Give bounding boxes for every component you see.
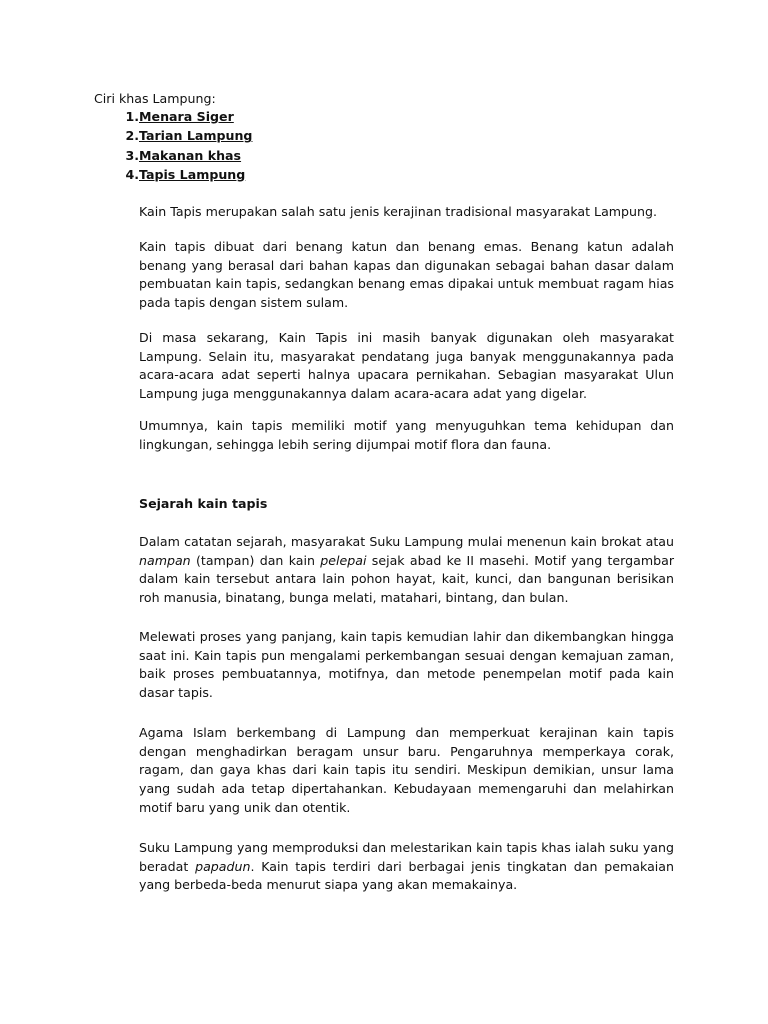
text-run: sejak abad ke II masehi. Motif yang tergambar dalam kain tersebut antara lain pohon hayat, kait, kunci, dan bangunan berisikan roh manusia, binatang, bunga melati, matahari, bintang, dan bulan. (139, 552, 675, 606)
list-item (94, 165, 246, 184)
paragraph-2 (139, 238, 674, 313)
list-number: 3. (125, 147, 139, 163)
paragraph-4 (139, 417, 674, 454)
paragraph-text: Kain tapis dibuat dari benang katun dan benang emas. Benang katun adalah benang yang berasal dari bahan kapas dan digunakan sebagai bahan dasar dalam pembuatan kain tapis, sedangkan benang emas dipakai untuk membuat ragam hias pada tapis dengan sistem sulam. (139, 239, 674, 311)
list-item (94, 107, 234, 126)
paragraph-text (139, 533, 674, 608)
text-run: . Kain tapis terdiri dari berbagai jenis tingkatan dan pemakaian yang berbeda-beda menurut siapa yang akan memakainya. (139, 858, 674, 893)
history-paragraph-4 (139, 839, 674, 895)
text-run: Suku Lampung yang memproduksi dan melestarikan kain tapis khas ialah suku yang beradat (139, 840, 674, 874)
text-run: Dalam catatan sejarah, masyarakat Suku Lampung mulai menenun kain brokat atau (139, 534, 674, 549)
list-item (94, 126, 253, 145)
italic-term: papadun (195, 858, 251, 874)
paragraph-text: Di masa sekarang, Kain Tapis ini masih banyak digunakan oleh masyarakat Lampung. Selain itu, masyarakat pendatang juga banyak menggunakannya pada acara-acara adat seperti halnya upacara pernikahan. Sebagian masyarakat Ulun Lampung juga menggunakannya dalam acara-acara adat yang digelar. (139, 330, 674, 402)
section-heading (139, 495, 674, 514)
history-paragraph-2 (139, 628, 674, 703)
list-number: 4. (125, 166, 139, 182)
text-run: (tampan) dan kain (190, 552, 321, 568)
list-item-label: Menara Siger (139, 109, 234, 124)
italic-term: nampan (139, 552, 191, 568)
list-number: 1. (125, 109, 139, 124)
ciri-khas-list (94, 107, 253, 184)
paragraph-text: Kain Tapis merupakan salah satu jenis kerajinan tradisional masyarakat Lampung. (139, 204, 658, 219)
paragraph-text: Agama Islam berkembang di Lampung dan memperkuat kerajinan kain tapis dengan menghadirkan beragam unsur baru. Pengaruhnya memperkaya corak, ragam, dan gaya khas dari kain tapis itu sendiri. Meskipun demikian, unsur lama yang sudah ada tetap dipertahankan. Kebudayaan memengaruhi dan melahirkan motif baru yang unik dan otentik. (139, 725, 674, 815)
italic-term: pelepai (320, 552, 367, 568)
list-number: 2. (125, 128, 139, 144)
section-title: Sejarah kain tapis (139, 496, 268, 511)
list-item (94, 146, 242, 165)
list-item-label: Makanan khas (139, 147, 242, 163)
history-paragraph-1 (139, 533, 674, 608)
paragraph-text: Melewati proses yang panjang, kain tapis kemudian lahir dan dikembangkan hingga saat ini. Kain tapis pun mengalami perkembangan sesuai dengan kemajuan zaman, baik proses pembuatannya, motifnya, dan metode penempelan motif pada kain dasar tapis. (139, 629, 674, 701)
intro-heading: Ciri khas Lampung: (94, 91, 216, 106)
paragraph-text: Umumnya, kain tapis memiliki motif yang menyuguhkan tema kehidupan dan lingkungan, sehingga lebih sering dijumpai motif flora dan fauna. (139, 418, 674, 452)
paragraph-1 (139, 203, 674, 222)
paragraph-text (139, 839, 674, 895)
paragraph-3 (139, 329, 674, 404)
list-item-label: Tarian Lampung (139, 128, 253, 144)
history-paragraph-3 (139, 724, 674, 818)
list-item-label: Tapis Lampung (139, 166, 246, 182)
